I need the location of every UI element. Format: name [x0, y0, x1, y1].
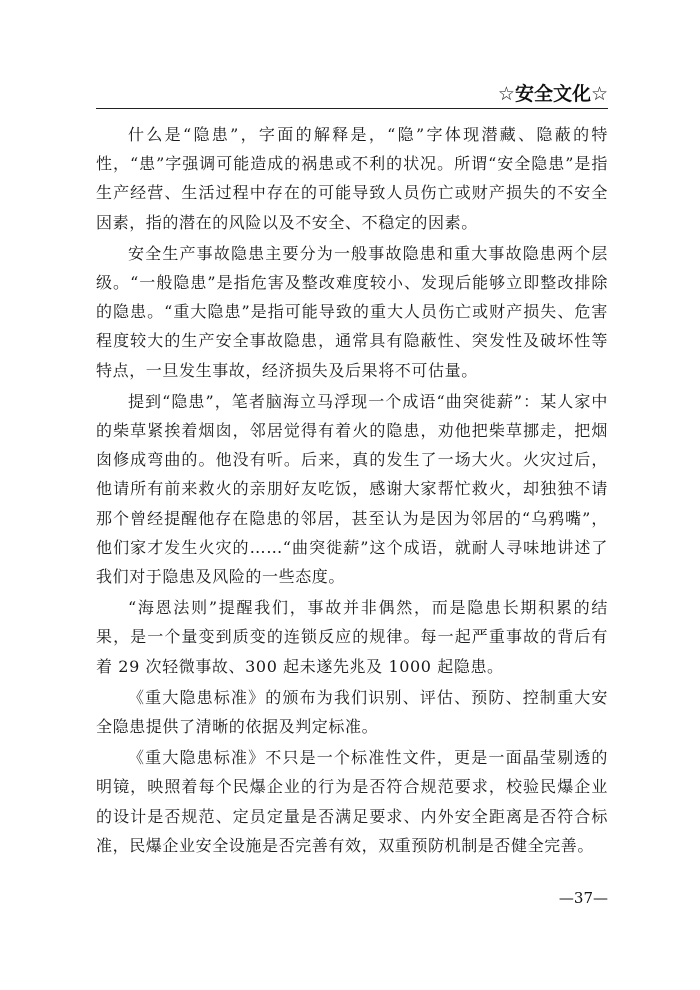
paragraph-definition: 什么是“隐患”，字面的解释是，“隐”字体现潜藏、隐蔽的特性，“患”字强调可能造成的祸患或不利的状况。所谓“安全隐患”是指生产经营、生活过程中存在的可能导致人员伤亡或财产损失的不安全因素，指的潜在的风险以及不安全、不稳定的因素。 — [96, 125, 608, 232]
paragraph-heinrich-law: “海恩法则”提醒我们，事故并非偶然，而是隐患长期积累的结果，是一个量变到质变的连锁反应的规律。每一起严重事故的背后有着 29 次轻微事故、300 起未遂先兆及 1000 起隐患。 — [96, 598, 608, 676]
paragraph-classification: 安全生产事故隐患主要分为一般事故隐患和重大事故隐患两个层级。“一般隐患”是指危害及整改难度较小、发现后能够立即整改排除的隐患。“重大隐患”是指可能导致的重大人员伤亡或财产损失、危害程度较大的生产安全事故隐患，通常具有隐蔽性、突发性及破坏性等特点，一旦发生事故，经济损失及后果将不可估量。 — [96, 243, 608, 380]
page-number: —37— — [558, 889, 608, 907]
article-body — [96, 120, 608, 862]
paragraph-standard-issued: 《重大隐患标准》的颁布为我们识别、评估、预防、控制重大安全隐患提供了清晰的依据及判定标准。 — [96, 687, 608, 737]
paragraph-standard-mirror: 《重大隐患标准》不只是一个标准性文件，更是一面晶莹剔透的明镜，映照着每个民爆企业的行为是否符合规范要求，校验民爆企业的设计是否规范、定员定量是否满足要求、内外安全距离是否符合标准，民爆企业安全设施是否完善有效，双重预防机制是否健全完善。 — [96, 748, 608, 855]
section-header-title: ☆安全文化☆ — [497, 83, 608, 105]
paragraph-idiom-story: 提到“隐患”，笔者脑海立马浮现一个成语“曲突徙薪”：某人家中的柴草紧挨着烟囱，邻居觉得有着火的隐患，劝他把柴草挪走，把烟囱修成弯曲的。他没有听。后来，真的发生了一场大火。火灾过后，他请所有前来救火的亲朋好友吃饭，感谢大家帮忙救火，却独独不请那个曾经提醒他存在隐患的邻居，甚至认为是因为邻居的“乌鸦嘴”，他们家才发生火灾的……“曲突徙薪”这个成语，就耐人寻味地讲述了我们对于隐患及风险的一些态度。 — [96, 391, 608, 587]
header-divider — [96, 108, 608, 109]
